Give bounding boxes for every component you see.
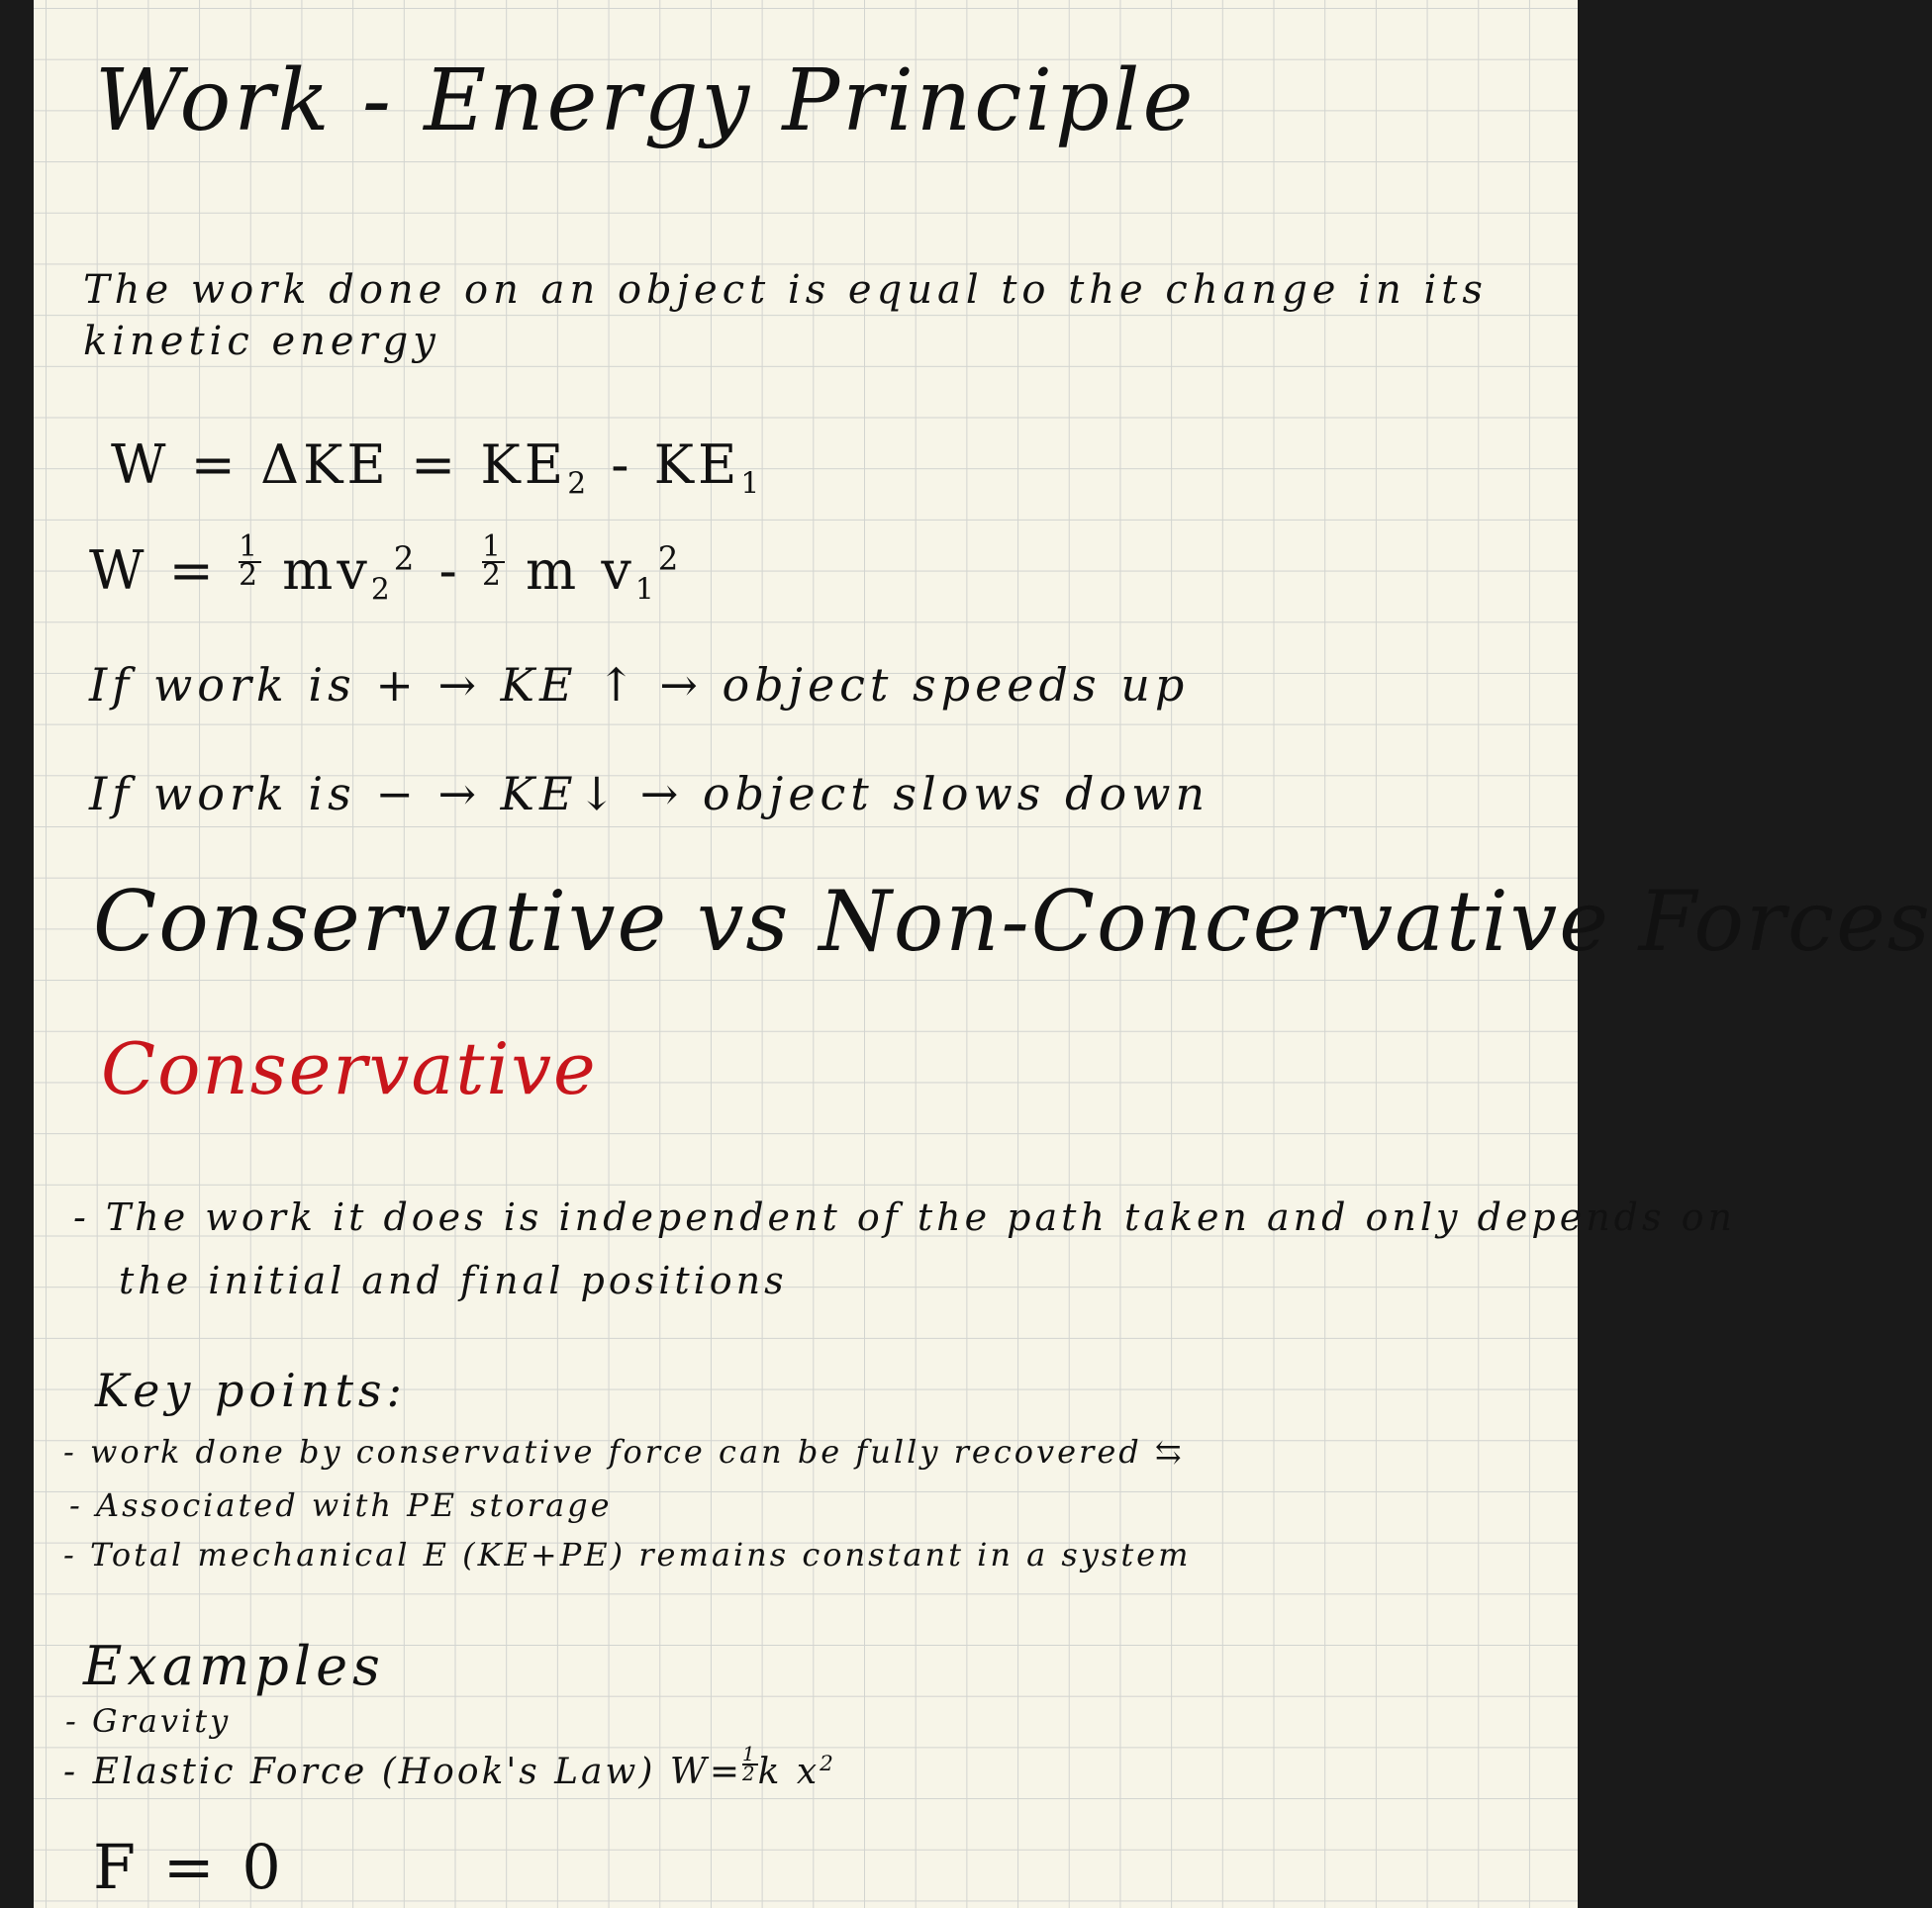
elastic-frac-num: 1 — [741, 1743, 758, 1765]
conservative-definition-line-1: - The work it does is independent of the path taken and only depends on — [73, 1195, 1736, 1239]
eq2-term2: m v — [504, 539, 635, 603]
definition-line-1: The work done on an object is equal to the change in its — [83, 267, 1488, 313]
eq2-frac1-den: 2 — [239, 557, 261, 593]
eq2-fraction-1 — [239, 529, 261, 593]
eq1-sub-2: 2 — [567, 466, 591, 502]
elastic-text: - Elastic Force (Hook's Law) W= — [63, 1751, 742, 1792]
page-title: Work - Energy Principle — [95, 51, 1197, 150]
eq2-frac1-num: 1 — [239, 529, 261, 564]
elastic-fraction — [741, 1743, 758, 1785]
eq2-sub-1: 1 — [634, 572, 658, 608]
eq1-main: W = ΔKE = KE — [111, 433, 568, 496]
eq2-frac2-den: 2 — [481, 557, 505, 593]
eq1-sub-1: 1 — [740, 466, 764, 502]
eq2-sup-a: 2 — [393, 539, 419, 578]
bottom-equation: F = 0 — [93, 1831, 285, 1903]
key-points-label: Key points: — [95, 1364, 408, 1417]
example-elastic-force — [63, 1743, 836, 1792]
eq2-frac2-num: 1 — [481, 529, 505, 564]
section-heading: Conservative vs Non-Concervative Forces — [93, 873, 1932, 970]
eq2-term1: mv — [260, 539, 371, 603]
eq2-sub-2: 2 — [370, 572, 394, 608]
eq2-fraction-2 — [481, 529, 505, 593]
conservative-definition-line-2: the initial and final positions — [119, 1259, 788, 1302]
elastic-frac-den: 2 — [741, 1762, 758, 1785]
elastic-sup: 2 — [820, 1751, 836, 1776]
key-point-2: - Associated with PE storage — [69, 1486, 613, 1524]
key-point-1: - work done by conservative force can be fully recovered ⇆ — [63, 1433, 1185, 1471]
rule-positive-work: If work is + → KE ↑ → object speeds up — [89, 658, 1190, 712]
subheading-conservative: Conservative — [101, 1027, 598, 1110]
eq2-sup-b: 2 — [657, 539, 683, 578]
equation-work-velocity — [89, 529, 683, 608]
eq2-minus: - — [418, 539, 482, 603]
example-gravity: - Gravity — [65, 1702, 232, 1740]
rule-negative-work: If work is − → KE↓ → object slows down — [89, 767, 1210, 820]
elastic-tail: k x — [757, 1751, 821, 1792]
equation-work-ke — [111, 433, 763, 501]
key-point-3: - Total mechanical E (KE+PE) remains constant in a system — [63, 1536, 1192, 1574]
eq2-lhs: W = — [89, 539, 240, 603]
eq1-mid: - KE — [590, 433, 741, 496]
definition-line-2: kinetic energy — [83, 319, 440, 364]
notebook-page — [34, 0, 1932, 1908]
examples-label: Examples — [83, 1635, 385, 1697]
